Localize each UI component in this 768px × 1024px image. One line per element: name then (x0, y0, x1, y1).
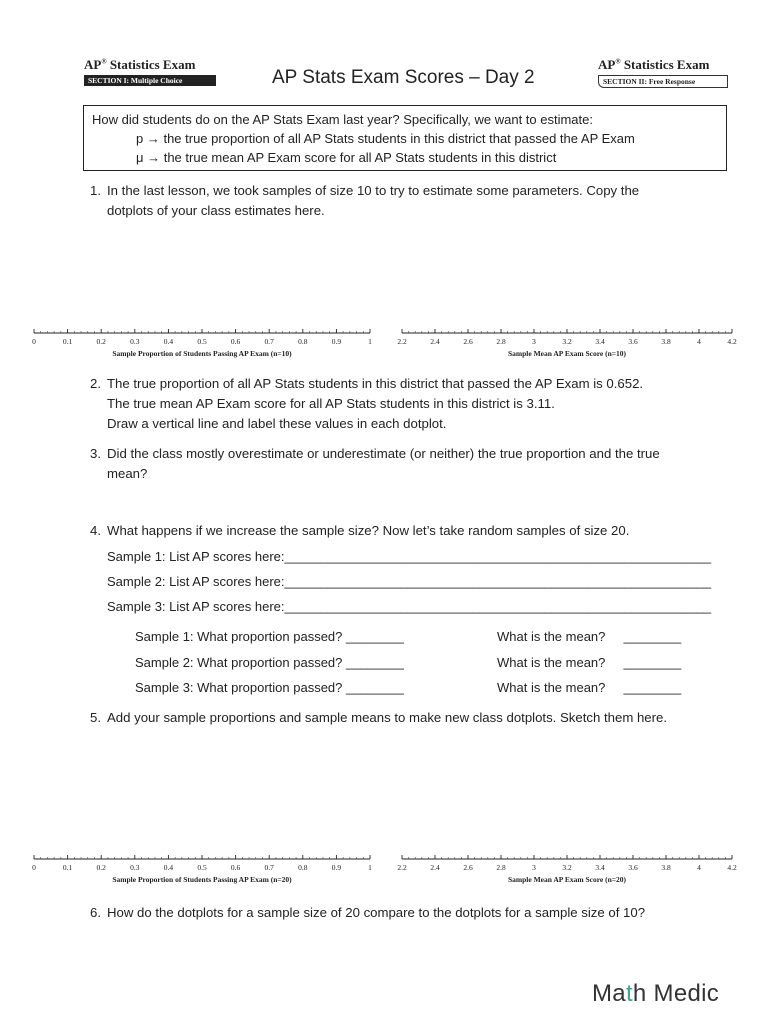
section-2-logo (598, 57, 728, 88)
logo-ap: AP (84, 57, 102, 72)
sample-2-mean-field[interactable]: What is the mean? ________ (497, 655, 682, 670)
axis-label: Sample Proportion of Students Passing AP Exam (n=20) (112, 875, 292, 884)
tick-label: 0.7 (264, 863, 274, 872)
tick-label: 2.6 (463, 337, 473, 346)
tick-label: 0 (32, 337, 36, 346)
question-instruction: Draw a vertical line and label these values in each dotplot. (107, 416, 447, 431)
tick-label: 3 (532, 337, 536, 346)
question-2 (90, 374, 740, 434)
question-number: 5. (90, 710, 101, 725)
logo-ap: AP (598, 57, 616, 72)
section-1-logo (84, 57, 216, 86)
tick-label: 0.9 (331, 863, 342, 872)
axis-label: Sample Proportion of Students Passing AP Exam (n=10) (112, 349, 292, 358)
tick-label: 0.2 (96, 863, 106, 872)
tick-label: 3.2 (562, 863, 572, 872)
section-2-badge: SECTION II: Free Response (598, 75, 728, 88)
question-number: 6. (90, 905, 101, 920)
question-number: 3. (90, 446, 101, 461)
tick-label: 0.3 (130, 337, 140, 346)
tick-label: 0.5 (197, 337, 207, 346)
tick-label: 0.8 (298, 863, 308, 872)
tick-label: 2.6 (463, 863, 473, 872)
mean-axis-n10-svg (395, 328, 740, 362)
sample-1-mean-field[interactable]: What is the mean? ________ (497, 629, 682, 644)
sample-1-proportion-field[interactable]: Sample 1: What proportion passed? ________ (135, 629, 404, 644)
question-text: How do the dotplots for a sample size of 20 compare to the dotplots for a sample size of 10? (107, 905, 646, 920)
logo-reg: ® (615, 57, 621, 66)
brand-part: h Medic (632, 980, 720, 1007)
question-4 (90, 521, 740, 541)
question-text-cont: mean? (107, 466, 148, 481)
math-medic-logo (592, 980, 719, 1008)
proportion-axis-n10-svg (28, 328, 378, 362)
question-3 (90, 444, 740, 484)
mean-axis-n10 (395, 328, 740, 367)
tick-label: 0.4 (163, 337, 174, 346)
mean-axis-n20-svg (395, 854, 740, 888)
tick-label: 3.6 (628, 337, 638, 346)
question-5 (90, 708, 740, 728)
axis-label: Sample Mean AP Exam Score (n=10) (507, 349, 627, 358)
brand-part: Ma (592, 980, 626, 1007)
tick-label: 1 (368, 337, 372, 346)
tick-label: 4 (697, 337, 701, 346)
proportion-axis-n20 (28, 854, 378, 893)
question-text-cont: dotplots of your class estimates here. (107, 203, 325, 218)
question-text: What happens if we increase the sample size? Now let’s take random samples of size 20. (107, 523, 630, 538)
tick-label: 2.4 (430, 337, 440, 346)
tick-label: 3.4 (595, 863, 605, 872)
sample-3-mean-field[interactable]: What is the mean? ________ (497, 680, 682, 695)
tick-label: 0.1 (62, 337, 73, 346)
tick-label: 3.6 (628, 863, 638, 872)
question-text: In the last lesson, we took samples of size 10 to try to estimate some parameters. Copy the (107, 183, 640, 198)
question-1 (90, 181, 730, 221)
page-title: AP Stats Exam Scores – Day 2 (272, 67, 535, 88)
tick-label: 4.2 (727, 337, 737, 346)
tick-label: 0.6 (230, 863, 241, 872)
question-text: The true proportion of all AP Stats students in this district that passed the AP Exam is 0.652. (107, 376, 644, 391)
tick-label: 3.8 (661, 337, 671, 346)
logo-title-text: Statistics Exam (109, 57, 196, 72)
tick-label: 0.6 (230, 337, 241, 346)
sample-2-scores-field[interactable]: Sample 2: List AP scores here:___________________________________________________________ (107, 574, 712, 589)
question-text-cont: The true mean AP Exam score for all AP Stats students in this district is 3.11. (107, 396, 555, 411)
question-text: Did the class mostly overestimate or underestimate (or neither) the true proportion and the true (107, 446, 660, 461)
axis-label: Sample Mean AP Exam Score (n=20) (507, 875, 627, 884)
tick-label: 0.1 (62, 863, 73, 872)
tick-label: 4.2 (727, 863, 737, 872)
sample-2-proportion-field[interactable]: Sample 2: What proportion passed? ________ (135, 655, 404, 670)
proportion-axis-n10 (28, 328, 378, 367)
tick-label: 2.2 (397, 337, 407, 346)
tick-label: 3.8 (661, 863, 671, 872)
logo-reg: ® (101, 57, 107, 66)
brand-cross-t: t (625, 980, 633, 1007)
intro-box (83, 105, 727, 171)
tick-label: 0.4 (163, 863, 174, 872)
question-text: Add your sample proportions and sample means to make new class dotplots. Sketch them here. (107, 710, 668, 725)
sample-1-scores-field[interactable]: Sample 1: List AP scores here:___________________________________________________________ (107, 549, 712, 564)
section-1-badge: SECTION I: Multiple Choice (84, 75, 216, 86)
tick-label: 0.5 (197, 863, 207, 872)
tick-label: 4 (697, 863, 701, 872)
question-number: 2. (90, 376, 101, 391)
tick-label: 3.2 (562, 337, 572, 346)
tick-label: 2.8 (496, 337, 506, 346)
tick-label: 3.4 (595, 337, 605, 346)
tick-label: 0.7 (264, 337, 274, 346)
tick-label: 2.2 (397, 863, 407, 872)
mean-axis-n20 (395, 854, 740, 893)
tick-label: 0.3 (130, 863, 140, 872)
question-number: 1. (90, 183, 101, 198)
intro-parameter-mu: μ → the true mean AP Exam score for all AP Stats students in this district (136, 150, 557, 165)
intro-parameter-p: p → the true proportion of all AP Stats students in this district that passed the AP Exam (136, 131, 635, 146)
intro-question: How did students do on the AP Stats Exam last year? Specifically, we want to estimate: (92, 112, 593, 127)
question-number: 4. (90, 523, 101, 538)
tick-label: 3 (532, 863, 536, 872)
sample-3-proportion-field[interactable]: Sample 3: What proportion passed? ________ (135, 680, 404, 695)
logo-title-text: Statistics Exam (623, 57, 710, 72)
tick-label: 2.8 (496, 863, 506, 872)
tick-label: 1 (368, 863, 372, 872)
question-6 (90, 903, 740, 923)
tick-label: 2.4 (430, 863, 440, 872)
proportion-axis-n20-svg (28, 854, 378, 888)
tick-label: 0.9 (331, 337, 342, 346)
sample-3-scores-field[interactable]: Sample 3: List AP scores here:___________________________________________________________ (107, 599, 712, 614)
tick-label: 0 (32, 863, 36, 872)
tick-label: 0.8 (298, 337, 308, 346)
tick-label: 0.2 (96, 337, 106, 346)
